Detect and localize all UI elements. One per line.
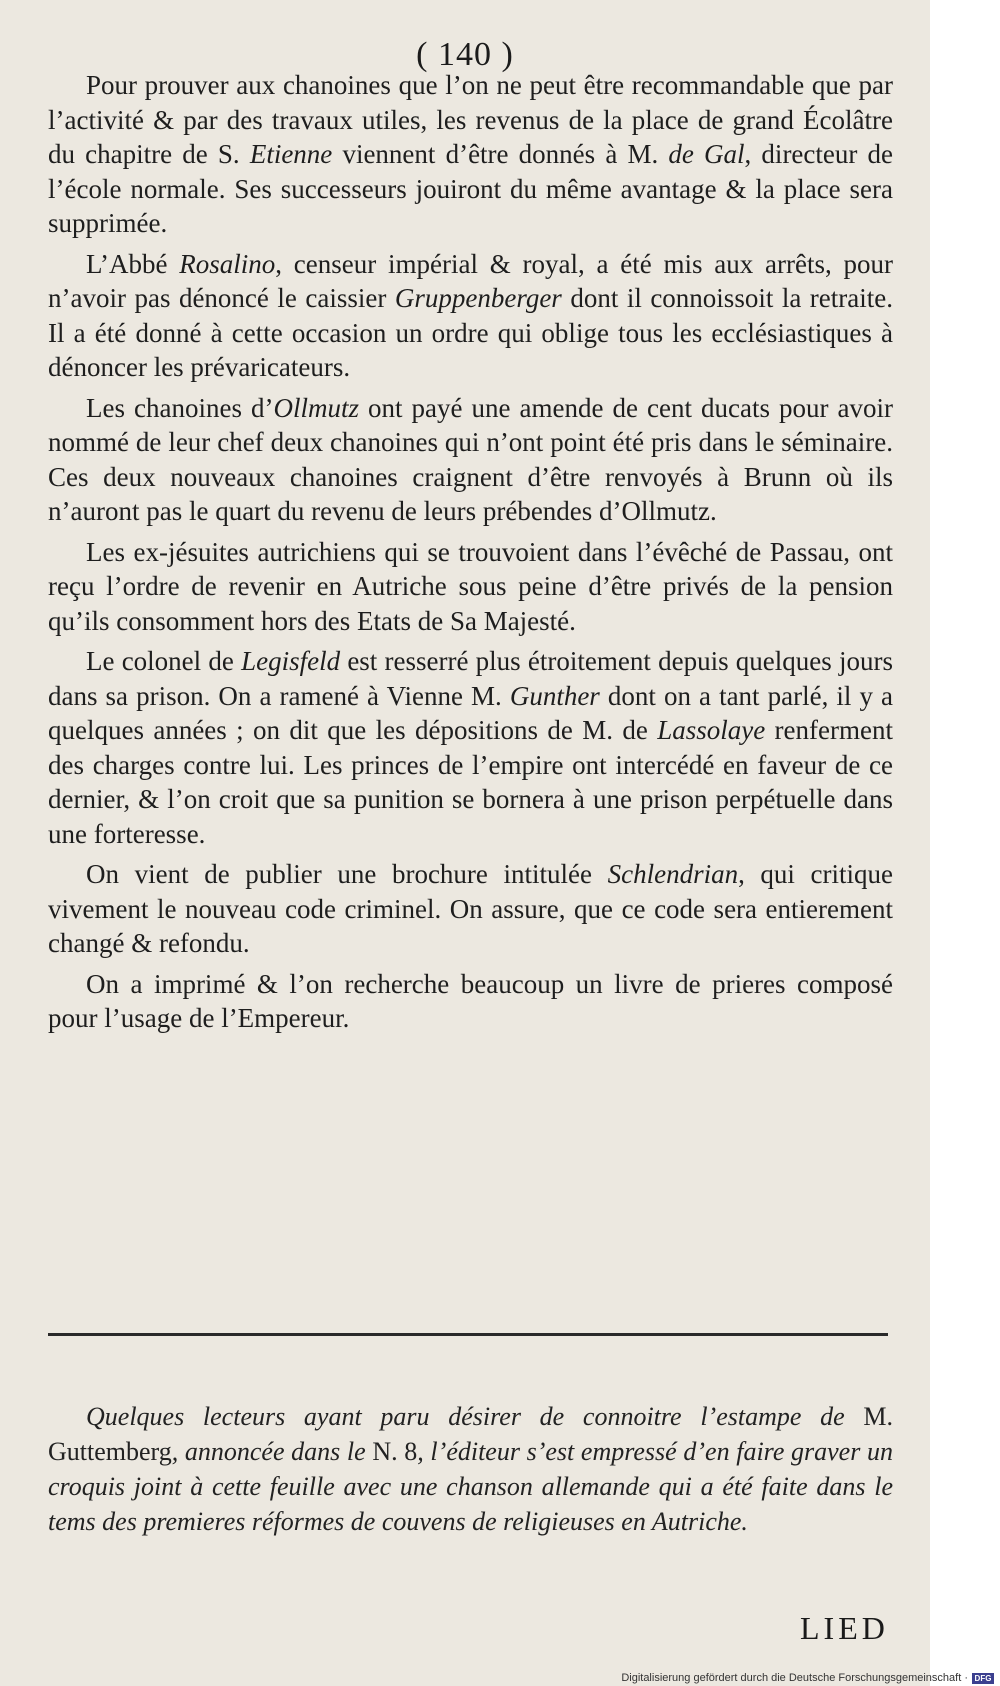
- italic-name: Ollmutz: [273, 392, 359, 423]
- text-run: Les chanoines d’: [86, 392, 274, 423]
- text-run: renferment des charges contre lui. Les princes de l’empire ont intercédé en faveur de ce dernier, & l’on croit que sa punition se bornera à une prison perpétuelle dans une forteresse.: [48, 715, 893, 849]
- paragraph-5: [48, 644, 893, 851]
- text-run: Pour prouver aux chanoines que l’on ne peut être recommandable que par l’activité & par des travaux utiles, les revenus de la place de grand Écolâtre du chapitre de S.: [48, 70, 893, 169]
- text-run: est resserré plus étroitement depuis quelques jours dans sa prison. On a ramené à Vienne M.: [48, 646, 893, 711]
- note-roman-text: N.: [372, 1437, 398, 1466]
- paragraph-4: [48, 535, 893, 639]
- dfg-logo-icon: DFG: [972, 1673, 994, 1684]
- italic-name: Lassolaye: [657, 715, 766, 745]
- scan-margin: [930, 0, 1000, 1686]
- italic-name: Schlendrian: [607, 859, 739, 889]
- paragraph-2: [48, 247, 893, 385]
- italic-name: Gunther: [509, 680, 600, 711]
- text-run: viennent d’être donnés à M.: [332, 139, 669, 169]
- article-body: [48, 68, 893, 1036]
- text-run: On a imprimé & l’on recherche beaucoup un livre de prieres composé pour l’usage de l’Empereur.: [48, 968, 893, 1033]
- text-run: dont on a tant parlé, il y a quelques années ; on dit que les dépositions de M. de: [48, 680, 893, 745]
- italic-name: Gruppenberger: [394, 283, 562, 313]
- paragraph-6: [48, 857, 893, 961]
- italic-name: Rosalino: [179, 248, 276, 279]
- note-text: Quelques lecteurs ayant paru désirer de connoitre l’estampe de: [86, 1402, 864, 1431]
- note-roman-text: 8: [404, 1437, 418, 1466]
- paragraph-3: [48, 391, 893, 529]
- italic-name: Legisfeld: [241, 646, 341, 676]
- digitization-footer: [621, 1672, 994, 1684]
- text-run: , qui critique vivement le nouveau code criminel. On assure, que ce code sera entierement changé & refondu.: [48, 859, 894, 958]
- text-run: Les ex-jésuites autrichiens qui se trouvoient dans l’évêché de Passau, ont reçu l’ordre de revenir en Autriche sous peine d’être privés de la pension qu’ils consomment hors des Etats de Sa Majesté.: [48, 536, 893, 636]
- note-roman-text: M.: [863, 1402, 893, 1431]
- text-run: ont payé une amende de cent ducats pour avoir nommé de leur chef deux chanoines qui n’ont point été pris dans le séminaire. Ces deux nouveaux chanoines craignent d’être renvoyés à Brunn où ils n’auront pas le quart du revenu de leurs prébendes d’Ollmutz.: [48, 392, 893, 526]
- editor-note: [48, 1399, 893, 1539]
- note-text: , annoncée dans le: [171, 1437, 373, 1466]
- italic-name: de Gal: [668, 139, 745, 169]
- note-text: , l’éditeur s’est empressé d’en faire graver un croquis joint à cette feuille avec une chanson allemande qui a été faite dans le tems des premieres réformes de couvens de religieuses en Autriche.: [48, 1437, 893, 1536]
- text-run: , censeur impérial & royal, a été mis aux arrêts, pour n’avoir pas dénoncé le caissier: [48, 248, 893, 313]
- paragraph-7: [48, 967, 893, 1036]
- separator-rule: [48, 1333, 888, 1336]
- text-run: Le colonel de: [86, 646, 242, 676]
- italic-name: Etienne: [249, 139, 333, 169]
- text-run: On vient de publier une brochure intitulée: [86, 859, 608, 889]
- paragraph-1: [48, 68, 893, 241]
- text-run: , directeur de l’école normale. Ses successeurs jouiront du même avantage & la place sera supprimée.: [48, 139, 894, 238]
- page-number: ( 140 ): [416, 36, 514, 73]
- catchword: LIED: [800, 1610, 889, 1646]
- note-roman-text: Guttemberg: [48, 1437, 172, 1466]
- text-run: dont il connoissoit la retraite. Il a été donné à cette occasion un ordre qui oblige tous les ecclésiastiques à dénoncer les prévaricateurs.: [48, 283, 893, 382]
- text-run: L’Abbé: [86, 248, 180, 279]
- footer-credit: Digitalisierung gefördert durch die Deutsche Forschungsgemeinschaft ·: [621, 1672, 968, 1684]
